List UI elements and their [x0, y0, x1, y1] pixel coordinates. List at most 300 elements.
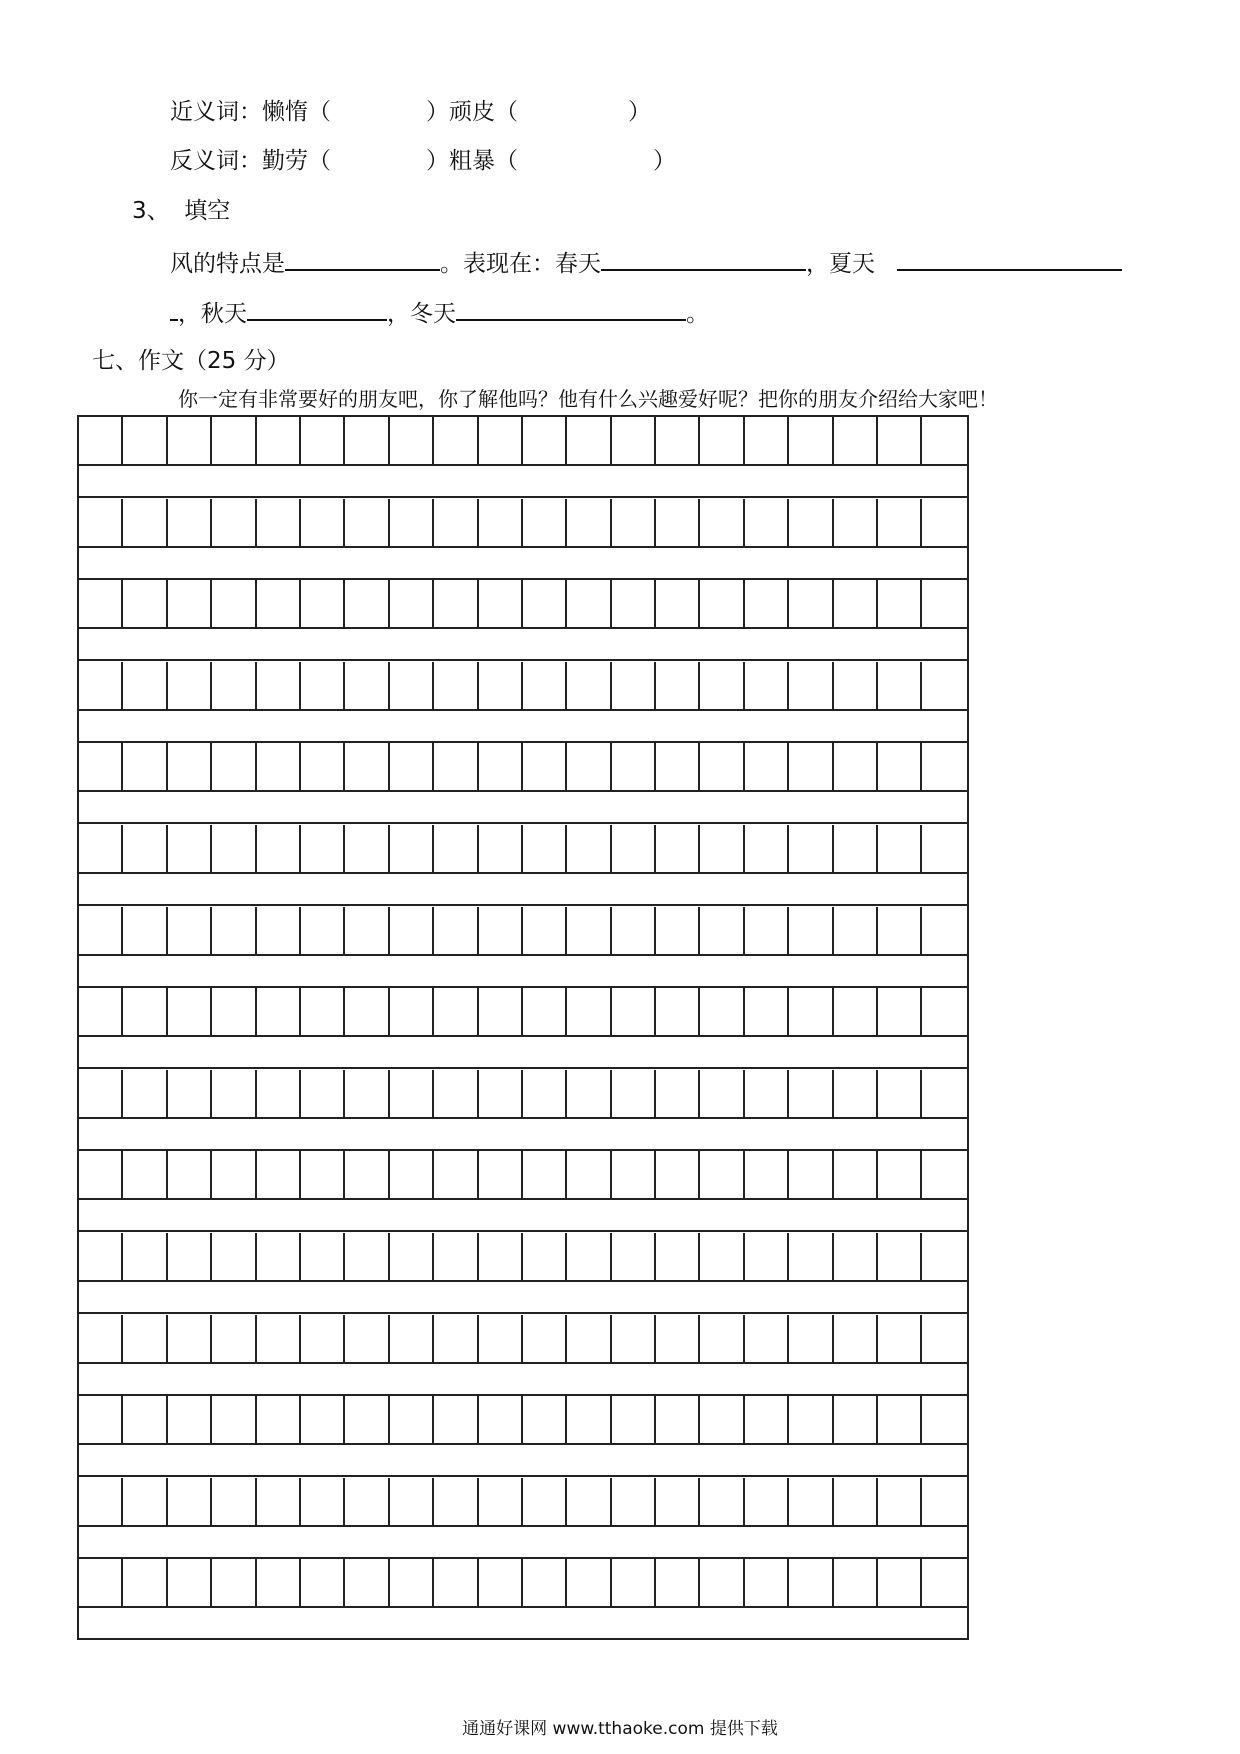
grid-cell[interactable] [922, 825, 966, 872]
grid-cell[interactable] [79, 417, 123, 464]
grid-cell[interactable] [700, 499, 744, 546]
writing-grid[interactable] [77, 415, 969, 1640]
grid-cell[interactable] [878, 1478, 922, 1525]
grid-cell[interactable] [523, 662, 567, 709]
grid-cell[interactable] [656, 1070, 700, 1117]
grid-cell[interactable] [212, 580, 256, 627]
grid-cell[interactable] [700, 1559, 744, 1606]
grid-cell[interactable] [922, 580, 966, 627]
grid-cell[interactable] [789, 1233, 833, 1280]
grid-cell[interactable] [212, 1070, 256, 1117]
grid-cell[interactable] [523, 417, 567, 464]
grid-cell[interactable] [523, 1151, 567, 1198]
grid-cell[interactable] [523, 1070, 567, 1117]
grid-cell[interactable] [390, 1233, 434, 1280]
grid-cell[interactable] [434, 825, 478, 872]
grid-cell[interactable] [656, 662, 700, 709]
grid-cell[interactable] [257, 1478, 301, 1525]
grid-cell[interactable] [567, 1396, 611, 1443]
grid-cell[interactable] [612, 1559, 656, 1606]
grid-cell[interactable] [257, 662, 301, 709]
grid-cell[interactable] [212, 1478, 256, 1525]
grid-cell[interactable] [789, 825, 833, 872]
grid-cell[interactable] [168, 417, 212, 464]
grid-cell[interactable] [123, 907, 167, 954]
grid-cell[interactable] [301, 1233, 345, 1280]
grid-cell[interactable] [789, 1559, 833, 1606]
grid-cell[interactable] [301, 907, 345, 954]
grid-cell[interactable] [656, 1478, 700, 1525]
grid-cell[interactable] [567, 662, 611, 709]
grid-cell[interactable] [567, 580, 611, 627]
grid-cell[interactable] [700, 825, 744, 872]
grid-cell[interactable] [745, 1478, 789, 1525]
grid-cell[interactable] [345, 1559, 389, 1606]
grid-cell[interactable] [434, 907, 478, 954]
grid-cell[interactable] [523, 743, 567, 790]
grid-cell[interactable] [345, 1233, 389, 1280]
grid-cell[interactable] [834, 417, 878, 464]
grid-cell[interactable] [700, 1151, 744, 1198]
grid-cell[interactable] [656, 499, 700, 546]
grid-cell[interactable] [700, 907, 744, 954]
grid-cell[interactable] [834, 825, 878, 872]
grid-cell[interactable] [700, 988, 744, 1035]
grid-cell[interactable] [390, 417, 434, 464]
grid-cell[interactable] [922, 417, 966, 464]
grid-cell[interactable] [257, 825, 301, 872]
grid-cell[interactable] [745, 1070, 789, 1117]
grid-cell[interactable] [123, 417, 167, 464]
grid-cell[interactable] [390, 1396, 434, 1443]
grid-cell[interactable] [345, 417, 389, 464]
grid-cell[interactable] [834, 499, 878, 546]
grid-cell[interactable] [79, 1233, 123, 1280]
grid-cell[interactable] [523, 1396, 567, 1443]
grid-cell[interactable] [345, 1151, 389, 1198]
grid-cell[interactable] [745, 988, 789, 1035]
grid-cell[interactable] [479, 1478, 523, 1525]
grid-cell[interactable] [390, 1559, 434, 1606]
grid-cell[interactable] [212, 662, 256, 709]
grid-cell[interactable] [123, 1070, 167, 1117]
grid-cell[interactable] [301, 1559, 345, 1606]
grid-cell[interactable] [745, 580, 789, 627]
grid-cell[interactable] [612, 988, 656, 1035]
grid-cell[interactable] [612, 825, 656, 872]
grid-cell[interactable] [523, 1233, 567, 1280]
grid-cell[interactable] [390, 1151, 434, 1198]
grid-cell[interactable] [745, 1396, 789, 1443]
grid-cell[interactable] [834, 988, 878, 1035]
grid-cell[interactable] [212, 417, 256, 464]
grid-cell[interactable] [656, 1315, 700, 1362]
grid-cell[interactable] [345, 1070, 389, 1117]
grid-cell[interactable] [567, 825, 611, 872]
grid-cell[interactable] [79, 1315, 123, 1362]
grid-cell[interactable] [745, 1559, 789, 1606]
grid-cell[interactable] [390, 988, 434, 1035]
grid-cell[interactable] [834, 1559, 878, 1606]
grid-cell[interactable] [479, 988, 523, 1035]
grid-cell[interactable] [345, 907, 389, 954]
grid-cell[interactable] [834, 743, 878, 790]
grid-cell[interactable] [257, 580, 301, 627]
grid-cell[interactable] [523, 580, 567, 627]
grid-cell[interactable] [656, 417, 700, 464]
grid-cell[interactable] [212, 1559, 256, 1606]
grid-cell[interactable] [301, 417, 345, 464]
grid-cell[interactable] [168, 1315, 212, 1362]
grid-cell[interactable] [79, 1070, 123, 1117]
grid-cell[interactable] [922, 1070, 966, 1117]
grid-cell[interactable] [79, 1478, 123, 1525]
grid-cell[interactable] [257, 417, 301, 464]
grid-cell[interactable] [434, 1151, 478, 1198]
grid-cell[interactable] [212, 1315, 256, 1362]
grid-cell[interactable] [257, 499, 301, 546]
spring-blank[interactable] [601, 245, 806, 271]
grid-cell[interactable] [612, 1070, 656, 1117]
grid-cell[interactable] [345, 1478, 389, 1525]
grid-cell[interactable] [345, 1396, 389, 1443]
grid-cell[interactable] [878, 417, 922, 464]
grid-cell[interactable] [700, 1478, 744, 1525]
grid-cell[interactable] [257, 907, 301, 954]
grid-cell[interactable] [434, 1559, 478, 1606]
grid-cell[interactable] [834, 1478, 878, 1525]
grid-cell[interactable] [168, 1559, 212, 1606]
grid-cell[interactable] [612, 580, 656, 627]
grid-cell[interactable] [789, 1151, 833, 1198]
grid-cell[interactable] [700, 1070, 744, 1117]
grid-cell[interactable] [390, 825, 434, 872]
grid-cell[interactable] [878, 907, 922, 954]
grid-cell[interactable] [301, 662, 345, 709]
grid-cell[interactable] [612, 1233, 656, 1280]
grid-cell[interactable] [612, 499, 656, 546]
grid-cell[interactable] [612, 743, 656, 790]
grid-cell[interactable] [789, 988, 833, 1035]
grid-cell[interactable] [745, 1315, 789, 1362]
grid-cell[interactable] [257, 743, 301, 790]
grid-cell[interactable] [123, 1151, 167, 1198]
grid-cell[interactable] [257, 1151, 301, 1198]
grid-cell[interactable] [212, 825, 256, 872]
grid-cell[interactable] [123, 1233, 167, 1280]
grid-cell[interactable] [257, 1070, 301, 1117]
grid-cell[interactable] [168, 1233, 212, 1280]
grid-cell[interactable] [922, 907, 966, 954]
grid-cell[interactable] [79, 662, 123, 709]
grid-cell[interactable] [434, 1478, 478, 1525]
grid-cell[interactable] [390, 662, 434, 709]
grid-cell[interactable] [612, 1151, 656, 1198]
grid-cell[interactable] [878, 499, 922, 546]
grid-cell[interactable] [878, 1233, 922, 1280]
grid-cell[interactable] [390, 1315, 434, 1362]
summer-blank-continued[interactable] [170, 295, 178, 321]
grid-cell[interactable] [479, 1151, 523, 1198]
grid-cell[interactable] [212, 907, 256, 954]
grid-cell[interactable] [168, 825, 212, 872]
grid-cell[interactable] [79, 743, 123, 790]
grid-cell[interactable] [878, 1151, 922, 1198]
grid-cell[interactable] [745, 1233, 789, 1280]
grid-cell[interactable] [168, 662, 212, 709]
grid-cell[interactable] [168, 988, 212, 1035]
grid-cell[interactable] [123, 1478, 167, 1525]
grid-cell[interactable] [567, 1559, 611, 1606]
grid-cell[interactable] [567, 417, 611, 464]
grid-cell[interactable] [656, 1233, 700, 1280]
grid-cell[interactable] [123, 825, 167, 872]
grid-cell[interactable] [479, 743, 523, 790]
grid-cell[interactable] [922, 1151, 966, 1198]
grid-cell[interactable] [123, 1396, 167, 1443]
grid-cell[interactable] [301, 1151, 345, 1198]
grid-cell[interactable] [700, 417, 744, 464]
grid-cell[interactable] [123, 1315, 167, 1362]
grid-cell[interactable] [79, 499, 123, 546]
grid-cell[interactable] [301, 1478, 345, 1525]
grid-cell[interactable] [301, 1070, 345, 1117]
grid-cell[interactable] [523, 988, 567, 1035]
grid-cell[interactable] [523, 1315, 567, 1362]
grid-cell[interactable] [257, 1233, 301, 1280]
grid-cell[interactable] [523, 1478, 567, 1525]
grid-cell[interactable] [567, 1070, 611, 1117]
grid-cell[interactable] [612, 417, 656, 464]
grid-cell[interactable] [656, 743, 700, 790]
grid-cell[interactable] [922, 743, 966, 790]
grid-cell[interactable] [612, 907, 656, 954]
grid-cell[interactable] [212, 743, 256, 790]
grid-cell[interactable] [79, 1151, 123, 1198]
grid-cell[interactable] [390, 907, 434, 954]
grid-cell[interactable] [123, 988, 167, 1035]
grid-cell[interactable] [834, 1070, 878, 1117]
grid-cell[interactable] [700, 1396, 744, 1443]
grid-cell[interactable] [878, 743, 922, 790]
grid-cell[interactable] [301, 825, 345, 872]
grid-cell[interactable] [301, 1315, 345, 1362]
grid-cell[interactable] [79, 988, 123, 1035]
grid-cell[interactable] [700, 580, 744, 627]
grid-cell[interactable] [345, 988, 389, 1035]
grid-cell[interactable] [168, 743, 212, 790]
grid-cell[interactable] [123, 743, 167, 790]
grid-cell[interactable] [700, 743, 744, 790]
grid-cell[interactable] [878, 988, 922, 1035]
grid-cell[interactable] [479, 825, 523, 872]
grid-cell[interactable] [745, 743, 789, 790]
grid-cell[interactable] [434, 988, 478, 1035]
grid-cell[interactable] [612, 662, 656, 709]
grid-cell[interactable] [168, 499, 212, 546]
grid-cell[interactable] [745, 825, 789, 872]
grid-cell[interactable] [301, 580, 345, 627]
grid-cell[interactable] [656, 988, 700, 1035]
grid-cell[interactable] [789, 499, 833, 546]
grid-cell[interactable] [789, 907, 833, 954]
grid-cell[interactable] [922, 1396, 966, 1443]
grid-cell[interactable] [656, 1396, 700, 1443]
grid-cell[interactable] [656, 825, 700, 872]
grid-cell[interactable] [656, 580, 700, 627]
grid-cell[interactable] [212, 988, 256, 1035]
grid-cell[interactable] [834, 662, 878, 709]
grid-cell[interactable] [434, 499, 478, 546]
grid-cell[interactable] [212, 1233, 256, 1280]
grid-cell[interactable] [168, 580, 212, 627]
grid-cell[interactable] [390, 580, 434, 627]
grid-cell[interactable] [168, 1396, 212, 1443]
grid-cell[interactable] [922, 1478, 966, 1525]
grid-cell[interactable] [434, 1396, 478, 1443]
grid-cell[interactable] [567, 743, 611, 790]
grid-cell[interactable] [567, 1478, 611, 1525]
grid-cell[interactable] [434, 1315, 478, 1362]
grid-cell[interactable] [390, 1478, 434, 1525]
grid-cell[interactable] [656, 1559, 700, 1606]
grid-cell[interactable] [700, 662, 744, 709]
grid-cell[interactable] [922, 499, 966, 546]
grid-cell[interactable] [567, 907, 611, 954]
grid-cell[interactable] [567, 1315, 611, 1362]
grid-cell[interactable] [301, 1396, 345, 1443]
grid-cell[interactable] [834, 1315, 878, 1362]
grid-cell[interactable] [789, 662, 833, 709]
grid-cell[interactable] [123, 580, 167, 627]
wind-feature-blank[interactable] [285, 245, 440, 271]
grid-cell[interactable] [745, 907, 789, 954]
grid-cell[interactable] [789, 1478, 833, 1525]
grid-cell[interactable] [79, 907, 123, 954]
grid-cell[interactable] [789, 580, 833, 627]
grid-cell[interactable] [479, 1396, 523, 1443]
grid-cell[interactable] [390, 1070, 434, 1117]
grid-cell[interactable] [479, 1559, 523, 1606]
grid-cell[interactable] [523, 825, 567, 872]
grid-cell[interactable] [390, 743, 434, 790]
grid-cell[interactable] [922, 662, 966, 709]
grid-cell[interactable] [567, 499, 611, 546]
grid-cell[interactable] [878, 1315, 922, 1362]
grid-cell[interactable] [479, 580, 523, 627]
grid-cell[interactable] [257, 1396, 301, 1443]
grid-cell[interactable] [79, 580, 123, 627]
grid-cell[interactable] [834, 907, 878, 954]
grid-cell[interactable] [479, 499, 523, 546]
grid-cell[interactable] [390, 499, 434, 546]
grid-cell[interactable] [745, 499, 789, 546]
grid-cell[interactable] [878, 580, 922, 627]
grid-cell[interactable] [479, 662, 523, 709]
grid-cell[interactable] [789, 1396, 833, 1443]
grid-cell[interactable] [567, 988, 611, 1035]
grid-cell[interactable] [79, 1396, 123, 1443]
grid-cell[interactable] [434, 662, 478, 709]
grid-cell[interactable] [834, 1396, 878, 1443]
grid-cell[interactable] [834, 1151, 878, 1198]
grid-cell[interactable] [345, 580, 389, 627]
grid-cell[interactable] [834, 1233, 878, 1280]
grid-cell[interactable] [523, 907, 567, 954]
grid-cell[interactable] [479, 1233, 523, 1280]
grid-cell[interactable] [434, 743, 478, 790]
grid-cell[interactable] [878, 1070, 922, 1117]
grid-cell[interactable] [789, 1070, 833, 1117]
grid-cell[interactable] [212, 1151, 256, 1198]
grid-cell[interactable] [257, 1315, 301, 1362]
grid-cell[interactable] [301, 499, 345, 546]
grid-cell[interactable] [301, 743, 345, 790]
grid-cell[interactable] [123, 662, 167, 709]
grid-cell[interactable] [479, 417, 523, 464]
grid-cell[interactable] [922, 988, 966, 1035]
grid-cell[interactable] [922, 1559, 966, 1606]
winter-blank[interactable] [456, 295, 686, 321]
grid-cell[interactable] [434, 1233, 478, 1280]
grid-cell[interactable] [745, 662, 789, 709]
summer-blank[interactable] [897, 245, 1122, 271]
grid-cell[interactable] [789, 1315, 833, 1362]
grid-cell[interactable] [168, 1151, 212, 1198]
grid-cell[interactable] [479, 907, 523, 954]
grid-cell[interactable] [922, 1233, 966, 1280]
grid-cell[interactable] [612, 1396, 656, 1443]
grid-cell[interactable] [345, 1315, 389, 1362]
grid-cell[interactable] [345, 662, 389, 709]
grid-cell[interactable] [523, 499, 567, 546]
grid-cell[interactable] [123, 1559, 167, 1606]
grid-cell[interactable] [434, 417, 478, 464]
grid-cell[interactable] [212, 499, 256, 546]
grid-cell[interactable] [79, 1559, 123, 1606]
grid-cell[interactable] [168, 1478, 212, 1525]
grid-cell[interactable] [523, 1559, 567, 1606]
grid-cell[interactable] [79, 825, 123, 872]
grid-cell[interactable] [656, 1151, 700, 1198]
grid-cell[interactable] [745, 417, 789, 464]
grid-cell[interactable] [345, 743, 389, 790]
grid-cell[interactable] [612, 1478, 656, 1525]
grid-cell[interactable] [567, 1151, 611, 1198]
grid-cell[interactable] [700, 1315, 744, 1362]
grid-cell[interactable] [789, 743, 833, 790]
grid-cell[interactable] [656, 907, 700, 954]
grid-cell[interactable] [257, 1559, 301, 1606]
grid-cell[interactable] [922, 1315, 966, 1362]
grid-cell[interactable] [567, 1233, 611, 1280]
grid-cell[interactable] [789, 417, 833, 464]
grid-cell[interactable] [878, 1396, 922, 1443]
grid-cell[interactable] [878, 1559, 922, 1606]
grid-cell[interactable] [479, 1315, 523, 1362]
grid-cell[interactable] [257, 988, 301, 1035]
grid-cell[interactable] [168, 1070, 212, 1117]
grid-cell[interactable] [834, 580, 878, 627]
grid-cell[interactable] [700, 1233, 744, 1280]
grid-cell[interactable] [745, 1151, 789, 1198]
grid-cell[interactable] [345, 499, 389, 546]
grid-cell[interactable] [123, 499, 167, 546]
autumn-blank[interactable] [247, 295, 387, 321]
grid-cell[interactable] [878, 825, 922, 872]
grid-cell[interactable] [878, 662, 922, 709]
grid-cell[interactable] [479, 1070, 523, 1117]
